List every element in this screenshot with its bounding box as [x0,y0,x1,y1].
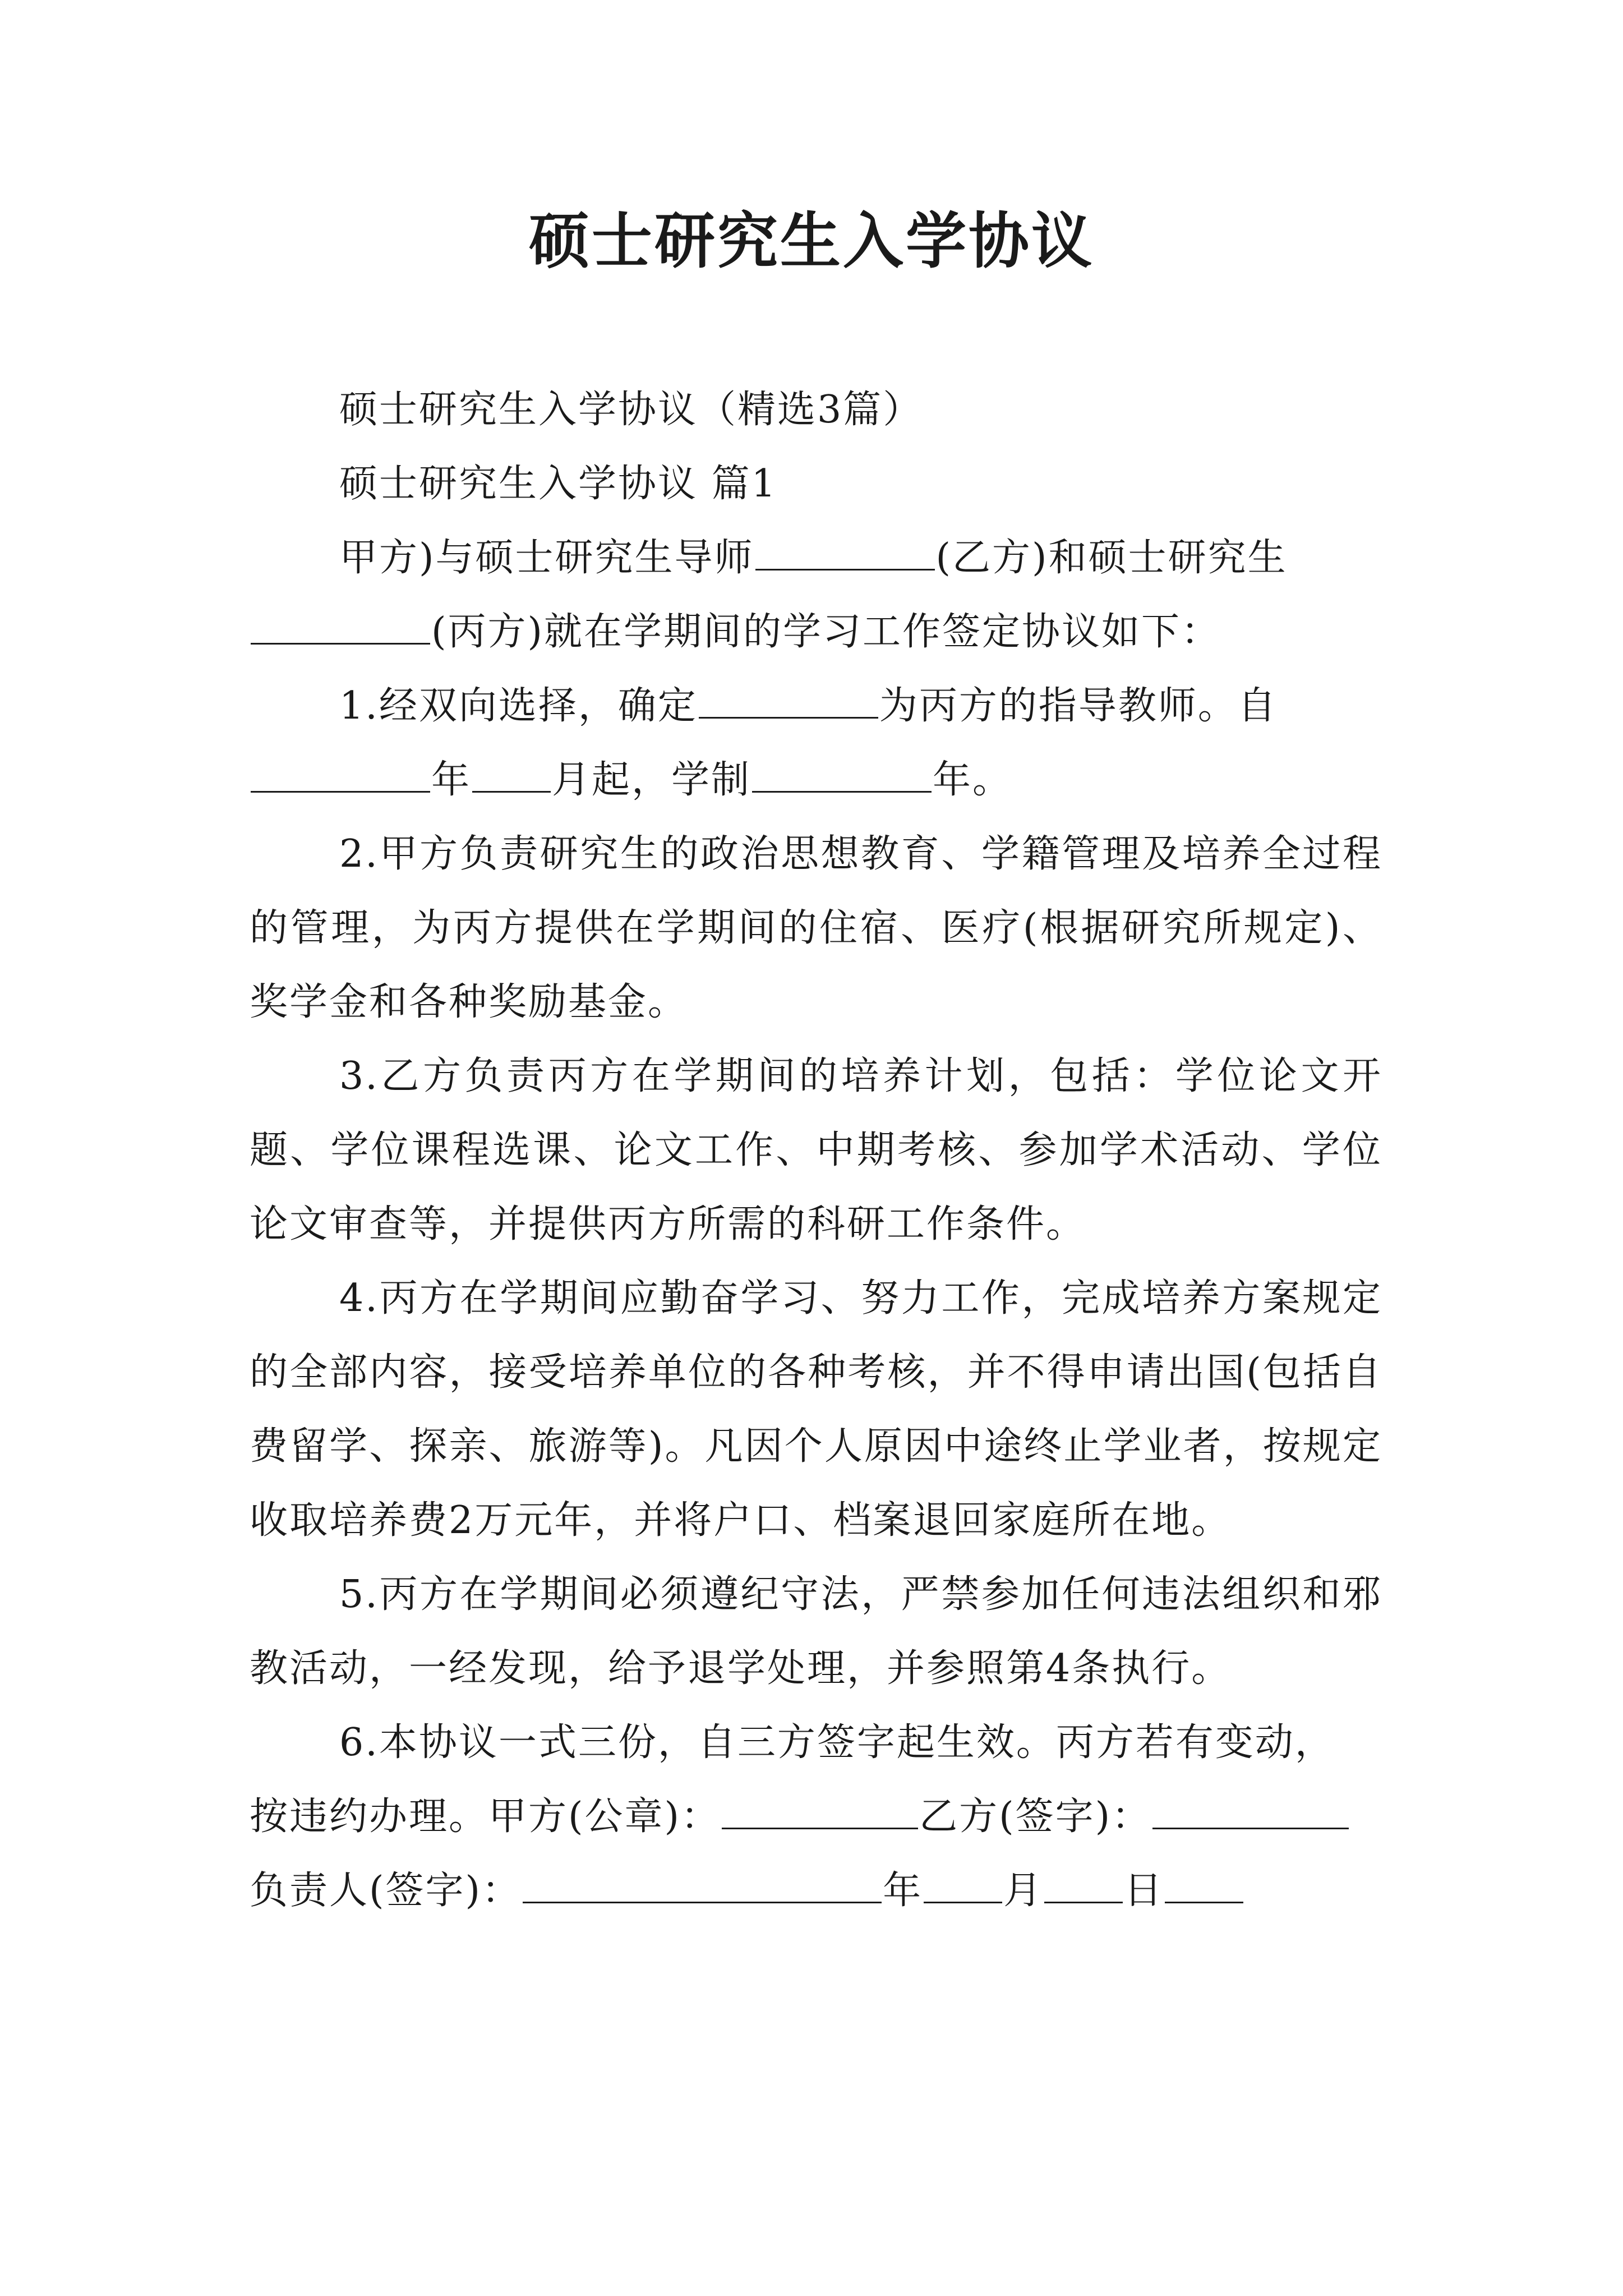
clause-4: 4.丙方在学期间应勤奋学习、努力工作，完成培养方案规定的全部内容，接受培养单位的各种考核，并不得申请出国(包括自费留学、探亲、旅游等)。凡因个人原因中途终止学业者，按规定收取培养费2万元年，并将户口、档案退回家庭所在地。 [250,1276,1382,1543]
duration-blank [752,756,932,793]
clause-1-line-1 [250,669,1382,743]
student-name-blank [251,608,430,645]
clause-6-line-3 [250,1854,1382,1928]
clause-6-text-5: 月 [1003,1869,1044,1913]
clause-6-text-4: 年 [883,1869,923,1913]
intro-text-1: 甲方)与硕士研究生导师 [339,536,754,580]
clause-1-text-1: 1.经双向选择，确定 [339,684,698,728]
clause-6-text-1: 按违约办理。甲方(公章)： [250,1795,721,1839]
document-title: 硕士研究生入学协议 [528,206,1094,277]
party-b-signature-blank [1152,1793,1349,1829]
clause-1-line-2 [250,743,1382,817]
clause-6-text-2: 乙方(签字)： [919,1795,1152,1839]
intro-text-2: (乙方)和硕士研究生 [935,536,1288,580]
supervisor-blank [699,682,878,719]
clause-6-line-1: 6.本协议一式三份，自三方签字起生效。丙方若有变动， [339,1720,1335,1765]
document-body [250,373,1382,1928]
clause-1-text-4: 月起，学制 [552,758,751,802]
clause-3: 3.乙方负责丙方在学期间的培养计划，包括：学位论文开题、学位课程选课、论文工作、中期考核、参加学术活动、学位论文审查等，并提供丙方所需的科研工作条件。 [250,1054,1382,1246]
clause-5: 5.丙方在学期间必须遵纪守法，严禁参加任何违法组织和邪教活动，一经发现，给予退学处理，并参照第4条执行。 [250,1572,1382,1691]
clause-1-text-2: 为丙方的指导教师。自 [879,684,1278,728]
clause-1-text-3: 年 [431,758,472,802]
start-year-blank [251,756,430,793]
clause-1-text-5: 年。 [933,758,1013,802]
sign-day-blank [1044,1867,1123,1903]
intro-line-1 [250,521,1382,595]
party-a-seal-blank [722,1793,918,1829]
responsible-signature-blank [523,1867,882,1903]
start-month-blank [472,756,551,793]
advisor-name-blank [755,534,935,570]
subtitle: 硕士研究生入学协议（精选3篇） [339,388,923,432]
section-heading: 硕士研究生入学协议 篇1 [339,462,777,506]
intro-line-2 [250,595,1382,669]
clause-2: 2.甲方负责研究生的政治思想教育、学籍管理及培养全过程的管理，为丙方提供在学期间的住宿、医疗(根据研究所规定)、奖学金和各种奖励基金。 [250,832,1382,1024]
intro-text-3: (丙方)就在学期间的学习工作签定协议如下： [431,610,1221,654]
trailing-blank [1165,1867,1243,1903]
clause-6-text-3: 负责人(签字)： [250,1869,522,1913]
clause-6-text-6: 日 [1124,1869,1164,1913]
sign-month-blank [924,1867,1002,1903]
clause-6-line-2 [250,1780,1382,1854]
